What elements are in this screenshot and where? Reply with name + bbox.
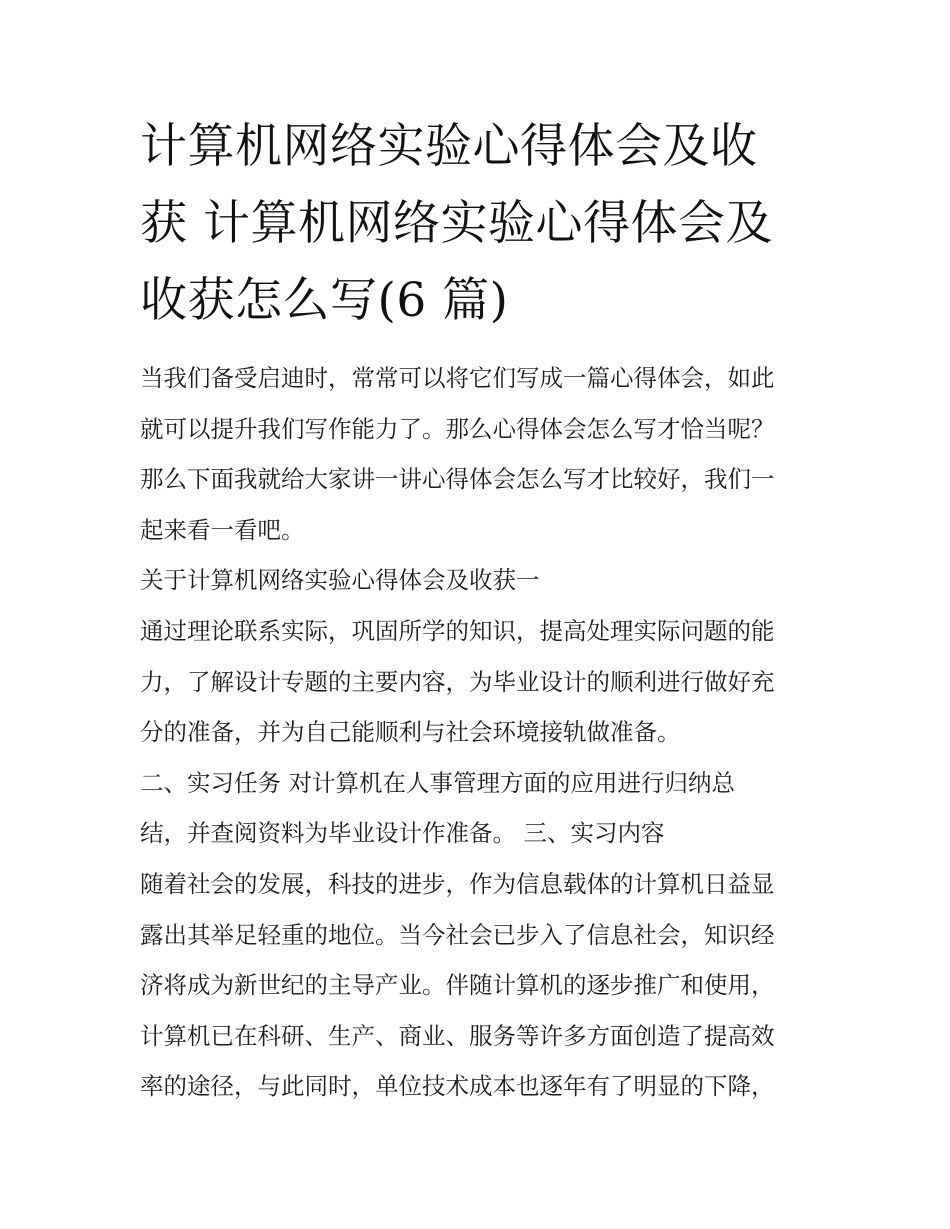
body-line: 结，并查阅资料为毕业设计作准备。 三、实习内容 <box>140 819 665 848</box>
body-line: 通过理论联系实际，巩固所学的知识，提高处理实际问题的能 <box>140 616 775 645</box>
section-heading: 关于计算机网络实验心得体会及收获一 <box>140 566 540 595</box>
title-line: 收获怎么写(6 篇) <box>140 273 509 328</box>
body-line: 当我们备受启迪时，常常可以将它们写成一篇心得体会，如此 <box>140 364 775 392</box>
body-line: 力，了解设计专题的主要内容，为毕业设计的顺利进行做好充 <box>140 667 775 696</box>
body-line: 济将成为新世纪的主导产业。伴随计算机的逐步推广和使用， <box>140 971 775 1000</box>
body-line: 随着社会的发展，科技的进步，作为信息载体的计算机日益显 <box>140 869 775 898</box>
title-line: 获 计算机网络实验心得体会及 <box>140 196 773 251</box>
document-body <box>140 353 820 1112</box>
body-line: 那么下面我就给大家讲一讲心得体会怎么写才比较好，我们一 <box>140 465 775 494</box>
document-title <box>140 108 820 339</box>
title-line: 计算机网络实验心得体会及收 <box>140 119 758 174</box>
document-page <box>140 108 820 1112</box>
body-line: 就可以提升我们写作能力了。那么心得体会怎么写才恰当呢？ <box>140 414 775 443</box>
body-line: 二、实习任务 对计算机在人事管理方面的应用进行归纳总 <box>140 768 735 797</box>
body-line: 率的途径，与此同时，单位技术成本也逐年有了明显的下降， <box>140 1072 775 1101</box>
body-line: 计算机已在科研、生产、商业、服务等许多方面创造了提高效 <box>140 1021 775 1050</box>
body-line: 起来看一看吧。 <box>140 515 305 544</box>
body-line: 分的准备，并为自己能顺利与社会环境接轨做准备。 <box>140 718 681 747</box>
body-line: 露出其举足轻重的地位。当今社会已步入了信息社会，知识经 <box>140 920 775 949</box>
